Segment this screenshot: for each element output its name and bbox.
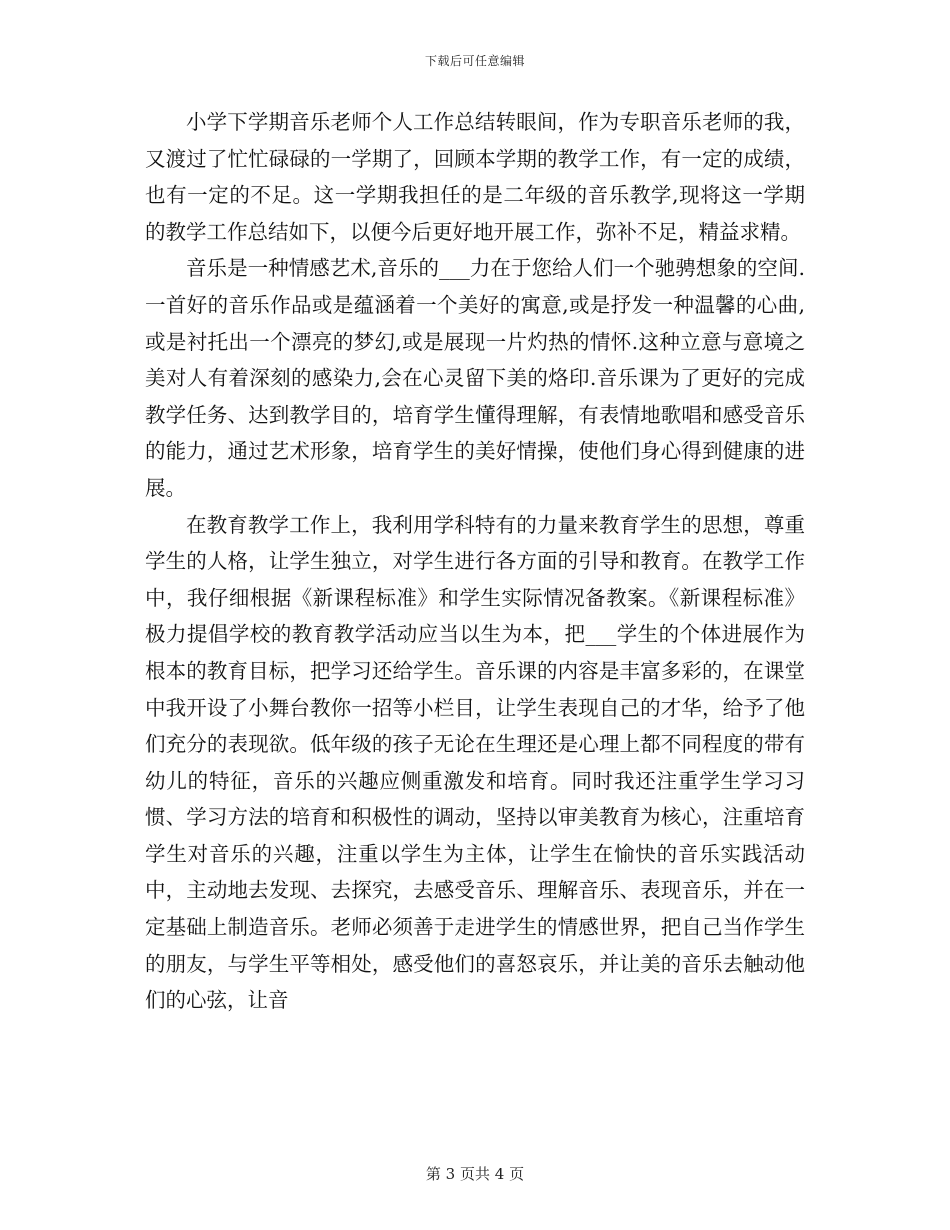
paragraph-intro: 小学下学期音乐老师个人工作总结转眼间，作为专职音乐老师的我，又渡过了忙忙碌碌的一学期了，回顾本学期的教学工作，有一定的成绩，也有一定的不足。这一学期我担任的是二年级的音乐教学,现将这一学期的教学工作总结如下，以便今后更好地开展工作，弥补不足，精益求精。 [145, 110, 805, 244]
page-number: 第 3 页共 4 页 [425, 1165, 525, 1183]
paragraph-music-art: 音乐是一种情感艺术,音乐的___力在于您给人们一个驰骋想象的空间.一首好的音乐作品或是蕴涵着一个美好的寓意,或是抒发一种温馨的心曲,或是衬托出一个漂亮的梦幻,或是展现一片灼热的情怀.这种立意与意境之美对人有着深刻的感染力,会在心灵留下美的烙印.音乐课为了更好的完成教学任务、达到教学目的，培育学生懂得理解，有表情地歌唱和感受音乐的能力，通过艺术形象，培育学生的美好情操，使他们身心得到健康的进展。 [145, 256, 805, 500]
page-header: 下载后可任意编辑 [424, 54, 525, 68]
document-body [145, 104, 805, 1019]
paragraph-teaching-work: 在教育教学工作上，我利用学科特有的力量来教育学生的思想，尊重学生的人格，让学生独立，对学生进行各方面的引导和教育。在教学工作中，我仔细根据《新课程标准》和学生实际情况备教案。《新课程标准》极力提倡学校的教育教学活动应当以生为本，把___学生的个体进展作为根本的教育目标，把学习还给学生。音乐课的内容是丰富多彩的，在课堂中我开设了小舞台教你一招等小栏目，让学生表现自己的才华，给予了他们充分的表现欲。低年级的孩子无论在生理还是心理上都不同程度的带有幼儿的特征，音乐的兴趣应侧重激发和培育。同时我还注重学生学习习惯、学习方法的培育和积极性的调动，坚持以审美教育为核心，注重培育学生对音乐的兴趣，注重以学生为主体，让学生在愉快的音乐实践活动中，主动地去发现、去探究，去感受音乐、理解音乐、表现音乐，并在一定基础上制造音乐。老师必须善于走进学生的情感世界，把自己当作学生的朋友，与学生平等相处，感受他们的喜怒哀乐，并让美的音乐去触动他们的心弦，让音 [145, 512, 805, 1013]
